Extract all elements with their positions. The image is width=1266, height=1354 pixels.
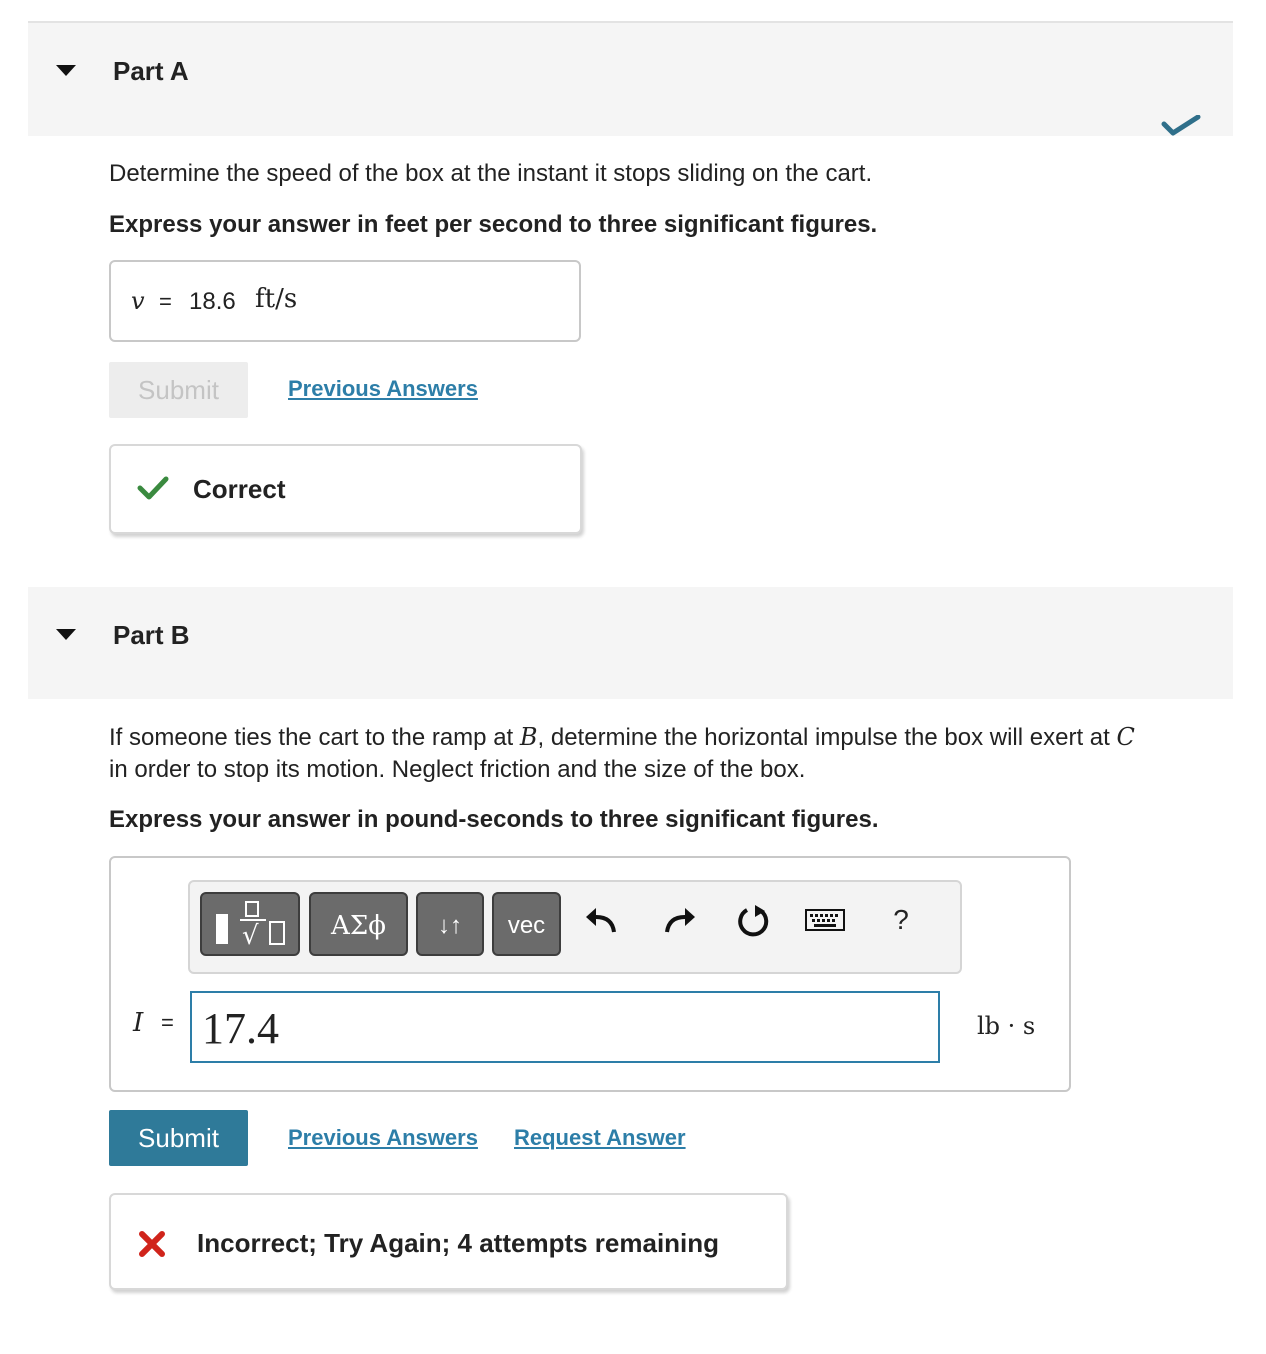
collapse-caret-icon[interactable] <box>56 629 76 640</box>
answer-unit: ft/s <box>255 284 298 314</box>
var-b: B <box>519 723 538 751</box>
part-b-instruction: Express your answer in pound-seconds to three significant figures. <box>109 806 879 833</box>
keyboard-icon[interactable] <box>802 902 848 948</box>
part-a-previous-answers-link[interactable]: Previous Answers <box>288 376 478 401</box>
part-b-question: If someone ties the cart to the ramp at B, determine the horizontal impulse the box will exert at C in order to stop its motion. Neglect friction and the size of the box. <box>109 723 1135 783</box>
svg-text:√: √ <box>242 921 259 951</box>
collapse-caret-icon[interactable] <box>56 65 76 76</box>
help-button[interactable]: ? <box>893 904 909 935</box>
part-a-title: Part A <box>113 56 189 86</box>
part-a-feedback <box>109 444 582 534</box>
part-a-header[interactable] <box>28 23 1233 136</box>
part-b-title: Part B <box>113 620 190 650</box>
answer-variable: I <box>133 1008 144 1038</box>
answer-unit: lb · s <box>977 1012 1036 1040</box>
math-editor <box>109 856 1071 1092</box>
answer-input[interactable]: 17.4 <box>190 991 940 1063</box>
greek-symbols-button[interactable]: ΑΣϕ <box>309 892 408 956</box>
feedback-message: Correct <box>193 474 286 504</box>
part-a-question: Determine the speed of the box at the instant it stops sliding on the cart. <box>109 160 873 187</box>
undo-icon[interactable] <box>579 902 625 948</box>
subscript-superscript-button[interactable]: ↓↑ <box>416 892 484 956</box>
completed-check-icon <box>1160 115 1204 137</box>
part-a-answer-box <box>109 260 581 342</box>
request-answer-link[interactable]: Request Answer <box>514 1125 686 1150</box>
part-b-previous-answers-link[interactable]: Previous Answers <box>288 1125 478 1150</box>
part-b-feedback <box>109 1193 788 1290</box>
var-c: C <box>1116 723 1135 751</box>
answer-variable: v <box>131 287 145 315</box>
math-toolbar <box>188 880 962 974</box>
vector-button[interactable]: vec <box>492 892 561 956</box>
incorrect-x-icon <box>138 1230 166 1258</box>
redo-icon[interactable] <box>656 902 702 948</box>
reset-icon[interactable] <box>730 902 776 948</box>
correct-check-icon <box>137 476 169 500</box>
part-a-instruction: Express your answer in feet per second to three significant figures. <box>109 211 878 238</box>
equals-sign: = <box>161 1010 174 1035</box>
part-b-submit-button[interactable]: Submit <box>109 1110 248 1166</box>
equals-sign: = <box>159 289 172 314</box>
feedback-message: Incorrect; Try Again; 4 attempts remaining <box>197 1228 720 1258</box>
fraction-sqrt-icon <box>202 894 298 954</box>
part-b-header[interactable] <box>28 587 1233 699</box>
answer-value: 18.6 <box>189 288 236 315</box>
templates-button[interactable] <box>200 892 300 956</box>
part-a-submit-button[interactable]: Submit <box>109 362 248 418</box>
